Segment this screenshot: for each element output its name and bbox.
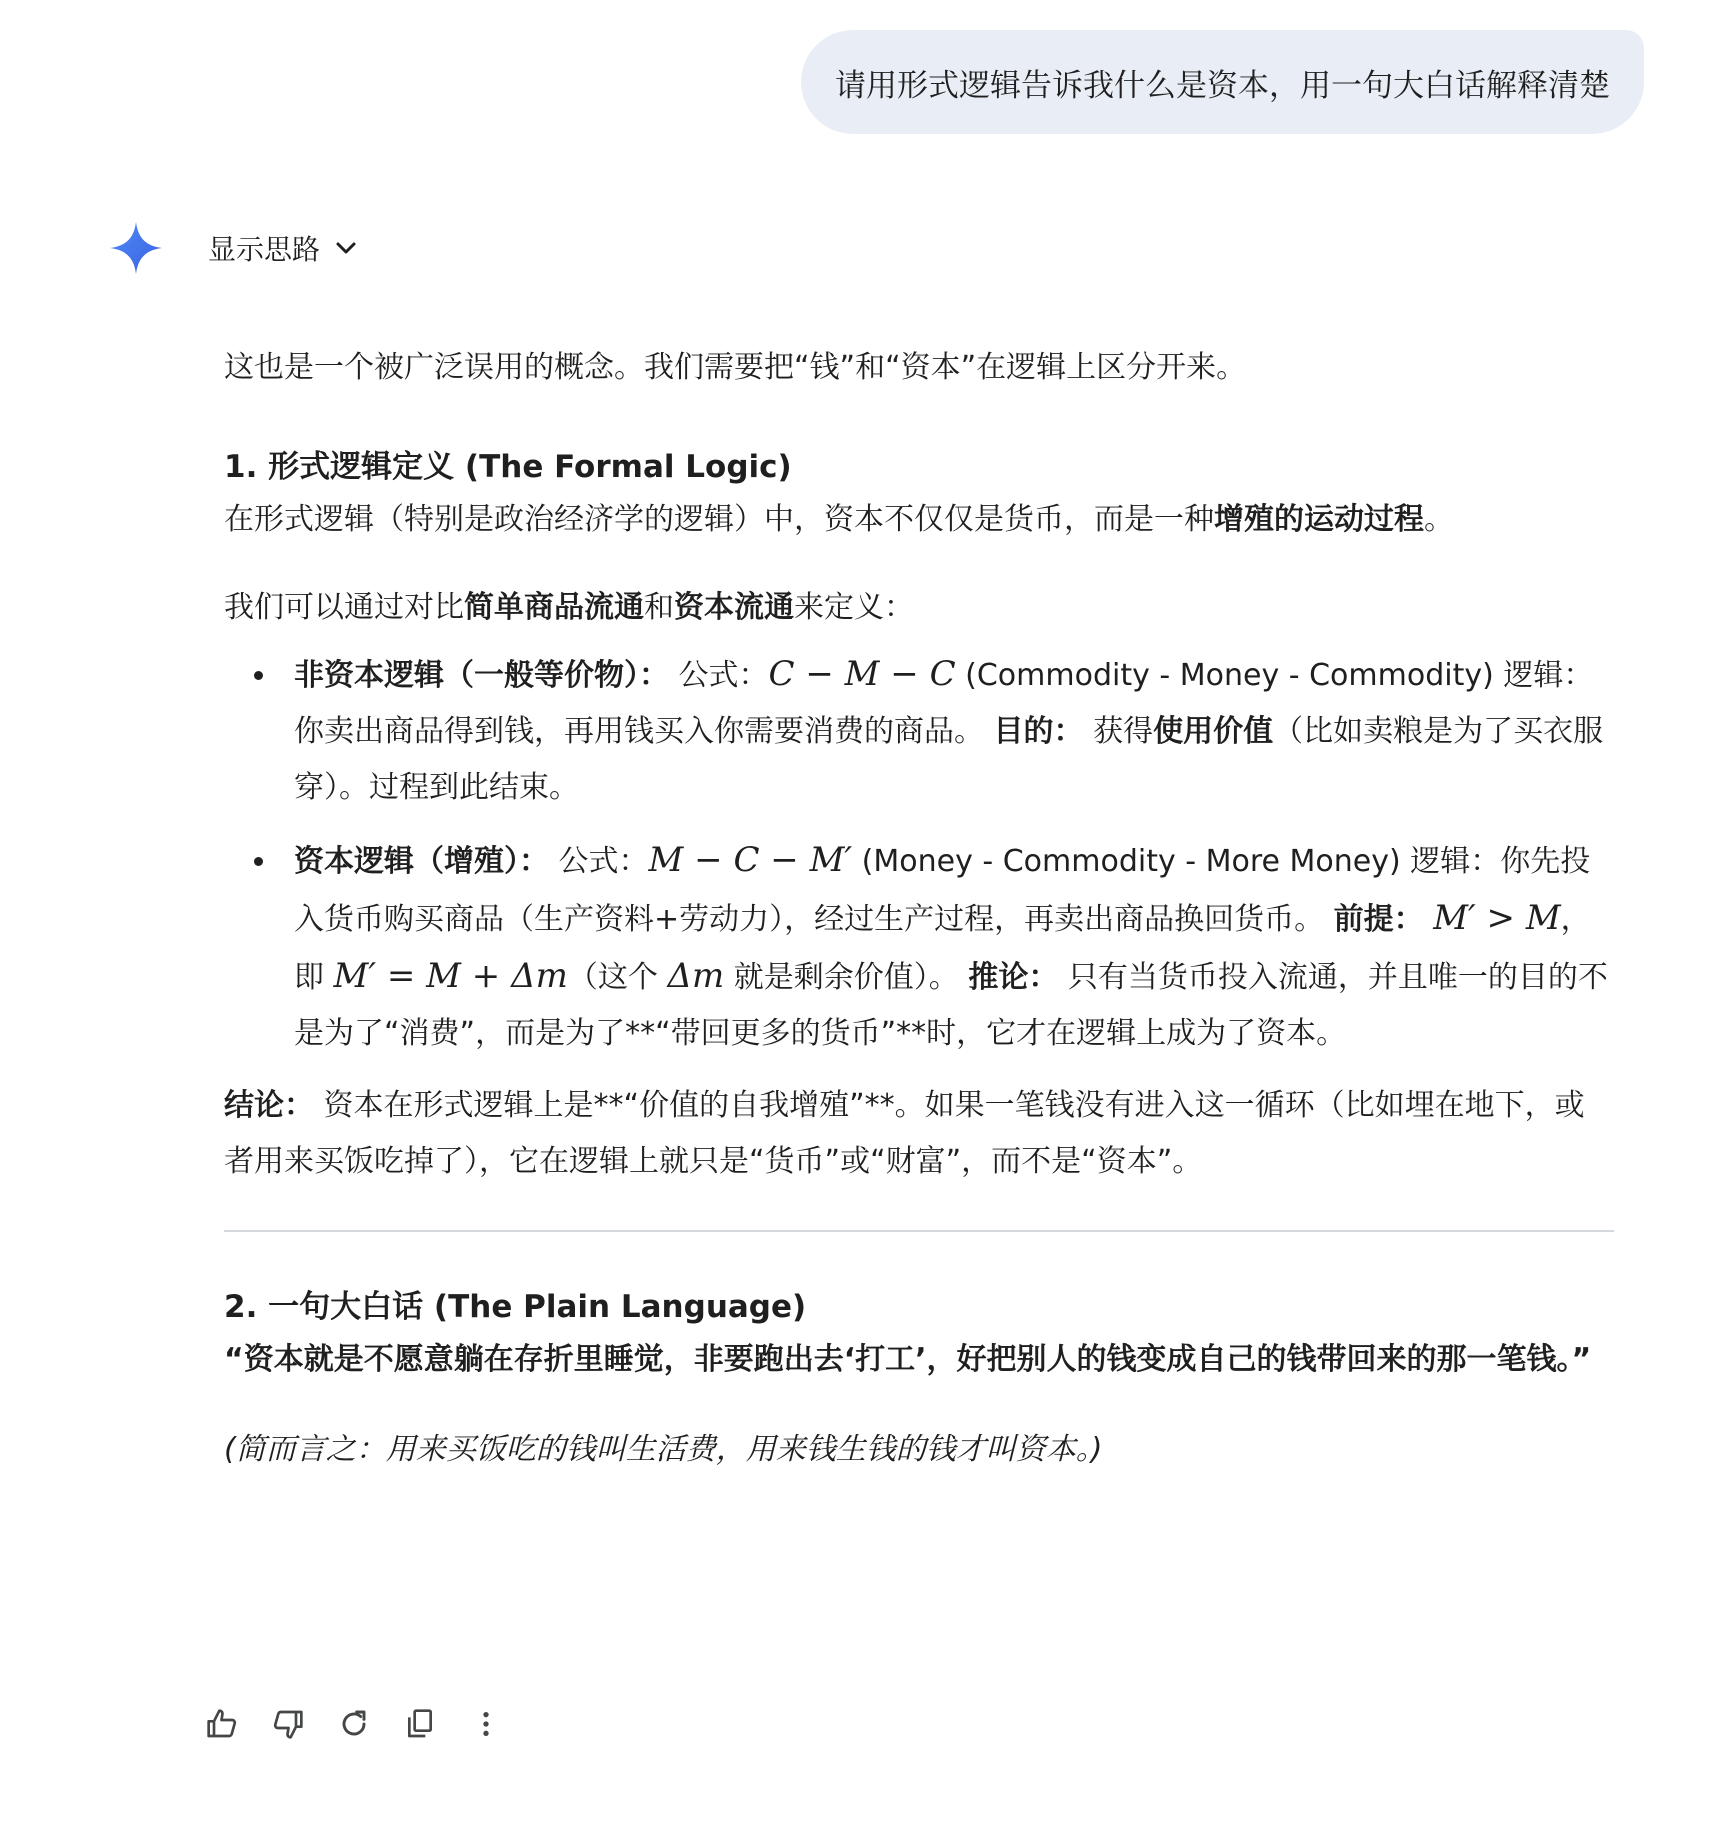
compare-text-c: 和 bbox=[644, 590, 674, 625]
lead-end-text: 。 bbox=[1424, 502, 1454, 537]
summary-text: (简而言之：用来买饭吃的钱叫生活费，用来钱生钱的钱才叫资本。) bbox=[224, 1432, 1103, 1467]
section1-heading: 1. 形式逻辑定义 (The Formal Logic) bbox=[224, 449, 792, 485]
thumbs-down-icon bbox=[272, 1708, 304, 1740]
purpose-bold: 使用价值 bbox=[1153, 714, 1274, 749]
copy-icon bbox=[404, 1708, 436, 1740]
response-action-bar bbox=[206, 1708, 502, 1740]
purpose-pre: 获得 bbox=[1083, 714, 1154, 749]
section2-heading: 2. 一句大白话 (The Plain Language) bbox=[224, 1289, 807, 1325]
show-thoughts-toggle[interactable] bbox=[208, 224, 358, 272]
bullet-title: 非资本逻辑（一般等价物）： bbox=[294, 658, 669, 693]
more-options-button[interactable] bbox=[470, 1708, 502, 1740]
lead-text: 在形式逻辑（特别是政治经济学的逻辑）中，资本不仅仅是货币，而是一种 bbox=[224, 502, 1214, 537]
bullet-capital bbox=[294, 832, 1614, 1062]
formula-math: M − C − M′ bbox=[648, 840, 853, 880]
bullet-non-capital bbox=[294, 646, 1614, 816]
section-divider bbox=[224, 1230, 1614, 1232]
assistant-response bbox=[224, 340, 1614, 1478]
user-message-bubble bbox=[801, 30, 1644, 134]
purpose-label: 目的： bbox=[993, 714, 1084, 749]
inference-label: 推论： bbox=[968, 960, 1059, 995]
plain-language-quote: “资本就是不愿意躺在存折里睡觉，非要跑出去‘打工’，好把别人的钱变成自己的钱带回来的那一笔钱。” bbox=[224, 1342, 1592, 1377]
premise-paren-b: 就是剩余价值）。 bbox=[724, 960, 969, 995]
conclusion-text: 资本在形式逻辑上是**“价值的自我增殖”**。如果一笔钱没有进入这一循环（比如埋在地下，或者用来买饭吃掉了），它在逻辑上就只是“货币”或“财富”，而不是“资本”。 bbox=[224, 1088, 1585, 1179]
compare-bold-d: 资本流通 bbox=[674, 590, 794, 625]
compare-text-e: 来定义： bbox=[794, 590, 914, 625]
logic-bullet-list bbox=[224, 646, 1614, 1062]
section1-lead bbox=[224, 492, 1614, 548]
thumbs-down-button[interactable] bbox=[272, 1708, 304, 1740]
formula-note: (Commodity - Money - Commodity) 逻辑：你卖出商品得到钱，再用钱买入你需要消费的商品。 bbox=[294, 658, 1594, 749]
section1-conclusion bbox=[224, 1078, 1614, 1190]
thumbs-up-button[interactable] bbox=[206, 1708, 238, 1740]
chevron-down-icon bbox=[334, 236, 358, 260]
compare-bold-b: 简单商品流通 bbox=[464, 590, 644, 625]
formula-math: C − M − C bbox=[768, 654, 956, 694]
gemini-sparkle-icon bbox=[108, 220, 164, 276]
copy-button[interactable] bbox=[404, 1708, 436, 1740]
premise-label: 前提： bbox=[1333, 902, 1424, 937]
inference-text: 只有当货币投入流通，并且唯一的目的不是为了“消费”，而是为了**“带回更多的货币”**时，它才在逻辑上成为了资本。 bbox=[294, 960, 1608, 1051]
regenerate-icon bbox=[338, 1708, 370, 1740]
premise-paren-a: （这个 bbox=[567, 960, 668, 995]
formula-note: (Money - Commodity - More Money) 逻辑：你先投入货币购买商品（生产资料+劳动力），经过生产过程，再卖出商品换回货币。 bbox=[294, 844, 1591, 937]
lead-bold-text: 增殖的运动过程 bbox=[1214, 502, 1424, 537]
section1-compare bbox=[224, 580, 1614, 636]
user-message-text: 请用形式逻辑告诉我什么是资本，用一句大白话解释清楚 bbox=[835, 67, 1610, 104]
response-intro: 这也是一个被广泛误用的概念。我们需要把“钱”和“资本”在逻辑上区分开来。 bbox=[224, 350, 1247, 385]
formula-label: 公式： bbox=[678, 658, 769, 693]
premise-formula-b: M′ = M + Δm bbox=[333, 956, 568, 996]
purpose-post: （比如卖粮是为了买衣服穿）。过程到此结束。 bbox=[294, 714, 1604, 805]
premise-formula-c: Δm bbox=[667, 956, 725, 996]
more-vert-icon bbox=[470, 1708, 502, 1740]
thumbs-up-icon bbox=[206, 1708, 238, 1740]
premise-formula-a: M′ > M bbox=[1433, 898, 1561, 938]
formula-label: 公式： bbox=[558, 844, 649, 879]
bullet-title: 资本逻辑（增殖）： bbox=[294, 844, 549, 879]
regenerate-button[interactable] bbox=[338, 1708, 370, 1740]
conclusion-label: 结论： bbox=[224, 1088, 314, 1123]
compare-text-a: 我们可以通过对比 bbox=[224, 590, 464, 625]
show-thoughts-label: 显示思路 bbox=[208, 233, 321, 266]
premise-mid: ，即 bbox=[294, 902, 1591, 995]
